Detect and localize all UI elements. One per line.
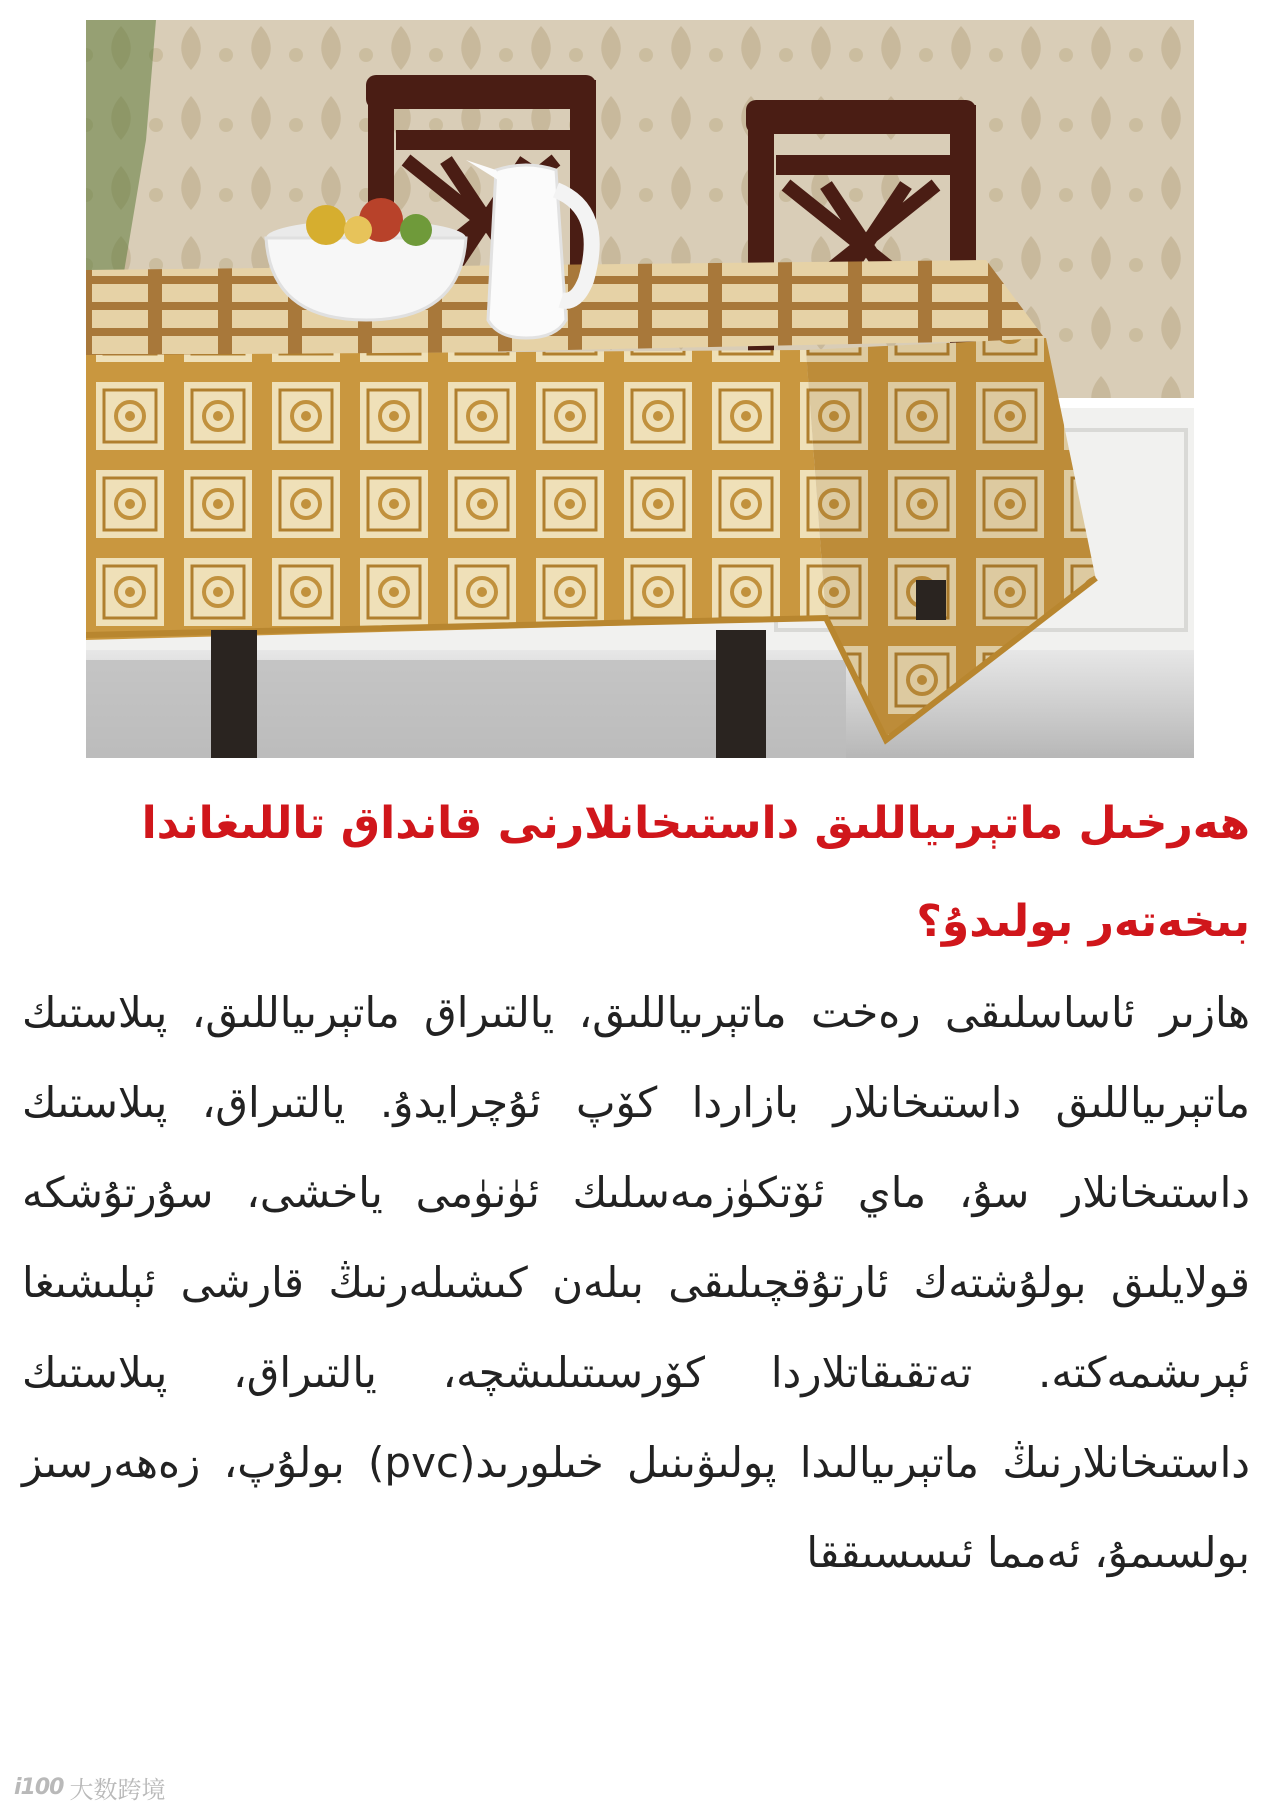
watermark-logo: i100 xyxy=(14,1774,64,1800)
article-body: ھازىر ئاساسلىقى رەخت ماتېرىياللىق، يالتىراق ماتېرىياللىق، پىلاستىك ماتېرىياللىق داستىخانلار بازاردا كۆپ ئۇچرايدۇ. يالتىراق، پىلاستىك داستىخانلار سۇ، ماي ئۆتكۈزمەسلىك ئۈنۈمى ياخشى، سۇرتۇشكە قولايلىق بولۇشتەك ئارتۇقچىلىقى بىلەن كىشىلەرنىڭ قارشى ئېلىشىغا ئېرىشمەكتە. تەتقىقاتلاردا كۆرسىتىلىشچە، يالتىراق، پىلاستىك داستىخانلارنىڭ ماتېرىيالىدا پولىۋىنىل خىلورىد(pvc) بولۇپ، زەھەرسىز بولسىمۇ، ئەمما ئىسسىققا xyxy=(22,988,1250,1577)
product-photo xyxy=(86,20,1194,758)
watermark xyxy=(14,1772,165,1802)
dining-table-photo-icon xyxy=(86,20,1194,758)
watermark-text: 大数跨境 xyxy=(69,1775,166,1804)
article-title: ھەرخىل ماتېرىياللىق داستىخانلارنى قانداق تاللىغاندا بىخەتەر بولىدۇ؟ xyxy=(141,798,1250,947)
